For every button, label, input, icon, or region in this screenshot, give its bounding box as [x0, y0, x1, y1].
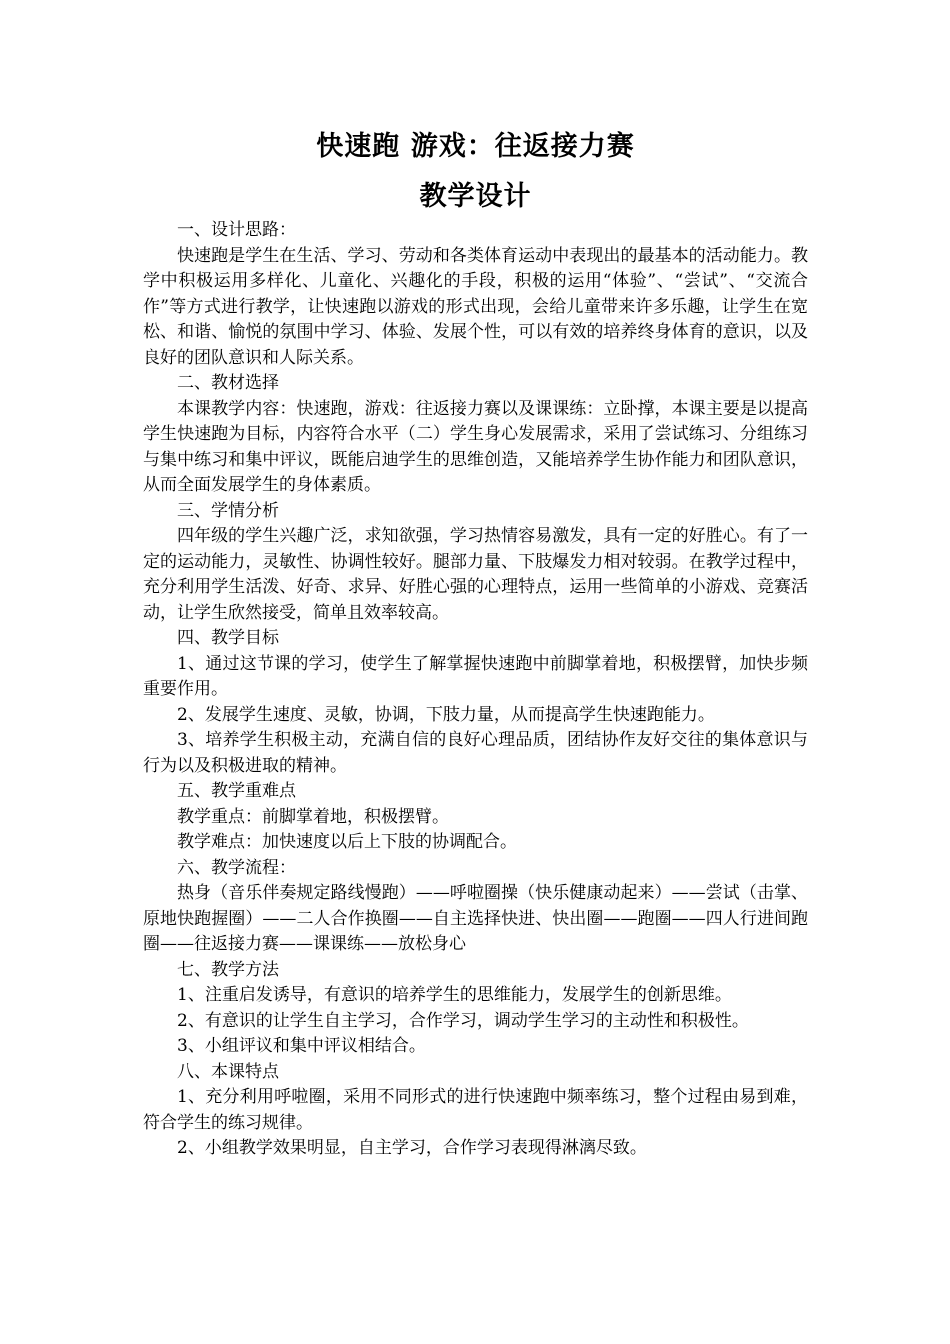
- section-heading: 四、教学目标: [177, 628, 279, 648]
- paragraph: 热身（音乐伴奏规定路线慢跑）——呼啦圈操（快乐健康动起来）——尝试（击掌、原地快跑握圈）——二人合作换圈——自主选择快进、快出圈——跑圈——四人行进间跑圈——往返接力赛——课课练——放松身心: [143, 883, 808, 954]
- paragraph: 教学难点：加快速度以后上下肢的协调配合。: [177, 832, 517, 852]
- paragraph: 本课教学内容：快速跑，游戏：往返接力赛以及课课练：立卧撑，本课主要是以提高学生快速跑为目标，内容符合水平（二）学生身心发展需求，采用了尝试练习、分组练习与集中练习和集中评议，既能启迪学生的思维创造，又能培养学生协作能力和团队意识，从而全面发展学生的身体素质。: [143, 398, 808, 495]
- section-heading: 二、教材选择: [177, 373, 279, 393]
- paragraph: 1、充分利用呼啦圈，采用不同形式的进行快速跑中频率练习，整个过程由易到难，符合学生的练习规律。: [143, 1087, 808, 1133]
- section-heading: 一、设计思路：: [177, 220, 296, 240]
- document-subtitle: 教学设计: [419, 181, 532, 212]
- section-heading: 五、教学重难点: [177, 781, 296, 801]
- paragraph: 快速跑是学生在生活、学习、劳动和各类体育运动中表现出的最基本的活动能力。教学中积极运用多样化、儿童化、兴趣化的手段，积极的运用“体验”、“尝试”、“交流合作”等方式进行教学，让快速跑以游戏的形式出现，会给儿童带来许多乐趣，让学生在宽松、和谐、愉悦的氛围中学习、体验、发展个性，可以有效的培养终身体育的意识，以及良好的团队意识和人际关系。: [143, 245, 808, 368]
- paragraph: 1、通过这节课的学习，使学生了解掌握快速跑中前脚掌着地，积极摆臂，加快步频重要作用。: [143, 653, 808, 699]
- paragraph: 1、注重启发诱导，有意识的培养学生的思维能力，发展学生的创新思维。: [177, 985, 732, 1005]
- paragraph: 2、小组教学效果明显，自主学习，合作学习表现得淋漓尽致。: [177, 1138, 647, 1158]
- section-heading: 七、教学方法: [177, 959, 279, 980]
- paragraph: 四年级的学生兴趣广泛，求知欲强，学习热情容易激发，具有一定的好胜心。有了一定的运动能力，灵敏性、协调性较好。腿部力量、下肢爆发力相对较弱。在教学过程中，充分利用学生活泼、好奇、求异、好胜心强的心理特点，运用一些简单的小游戏、竞赛活动，让学生欣然接受，简单且效率较高。: [143, 526, 808, 623]
- paragraph: 3、小组评议和集中评议相结合。: [177, 1036, 426, 1056]
- section-heading: 八、本课特点: [177, 1061, 279, 1082]
- document-body: [143, 218, 808, 1162]
- paragraph: 3、培养学生积极主动，充满自信的良好心理品质，团结协作友好交往的集体意识与行为以及积极进取的精神。: [143, 730, 808, 776]
- document-page: [143, 128, 808, 1162]
- paragraph: 2、发展学生速度、灵敏，协调，下肢力量，从而提高学生快速跑能力。: [177, 704, 715, 725]
- paragraph: 教学重点：前脚掌着地，积极摆臂。: [177, 806, 449, 827]
- paragraph: 2、有意识的让学生自主学习，合作学习，调动学生学习的主动性和积极性。: [177, 1010, 749, 1031]
- section-heading: 六、教学流程：: [177, 857, 296, 878]
- section-heading: 三、学情分析: [177, 500, 279, 521]
- document-title: 快速跑 游戏：往返接力赛: [316, 131, 635, 162]
